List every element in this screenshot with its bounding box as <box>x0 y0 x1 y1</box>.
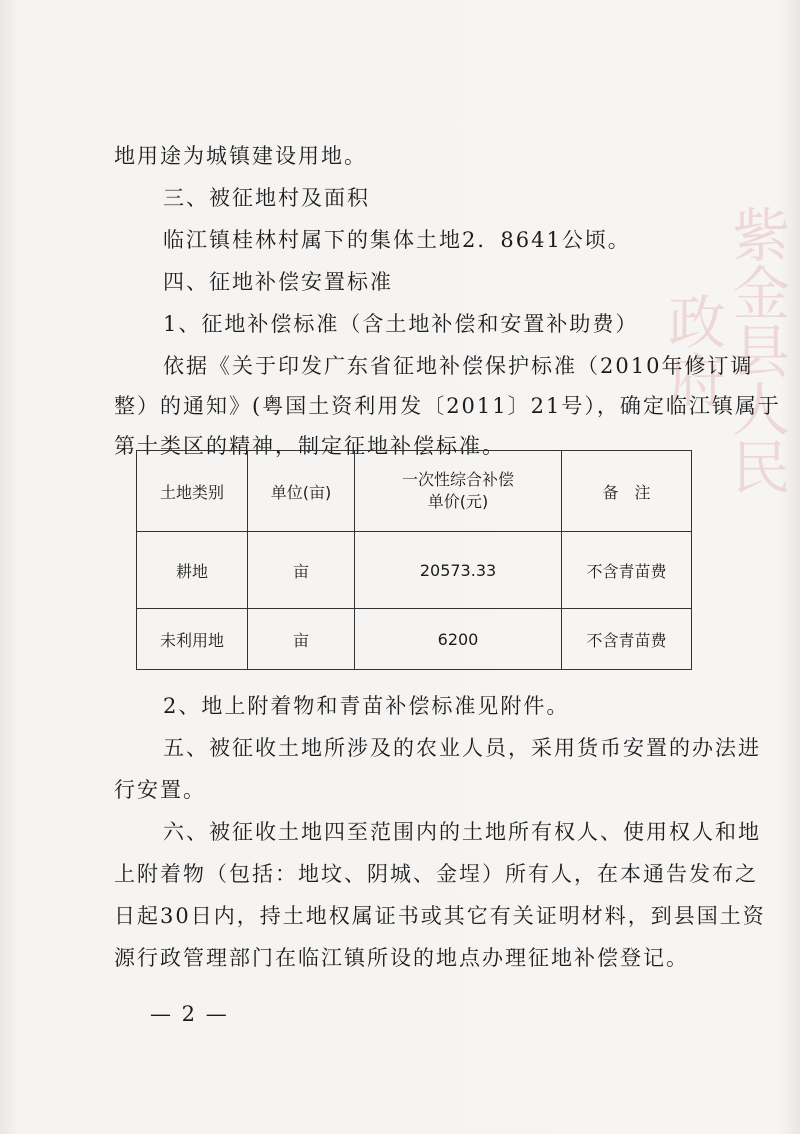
subheading-2: 2、地上附着物和青苗补偿标准见附件。 <box>163 694 570 718</box>
cell-land-type: 耕地 <box>137 532 248 609</box>
compensation-table <box>136 450 692 670</box>
text-line-area: 临江镇桂林村属下的集体土地2．8641公顷。 <box>163 228 631 252</box>
text-line-owners-3: 源行政管理部门在临江镇所设的地点办理征地补偿登记。 <box>114 946 689 970</box>
header-price-line-2: 单价(元) <box>427 492 489 511</box>
text-line-owners-1: 上附着物（包括：地坟、阴城、金埕）所有人，在本通告发布之 <box>114 862 758 886</box>
header-unit: 单位(亩) <box>248 451 355 532</box>
text-line-basis-1: 依据《关于印发广东省征地补偿保护标准（2010年修订调 <box>163 354 754 378</box>
cell-note: 不含青苗费 <box>562 532 692 609</box>
text-line-basis-2: 整）的通知》(粤国土资利用发〔2011〕21号），确定临江镇属于 <box>114 394 781 418</box>
cell-unit: 亩 <box>248 532 355 609</box>
text-line-basis-3: 第十类区的精神，制定征地补偿标准。 <box>114 434 505 458</box>
header-price <box>355 451 562 532</box>
header-price-line-1: 一次性综合补偿 <box>401 470 514 489</box>
section-heading-6: 六、被征收土地四至范围内的土地所有权人、使用权人和地 <box>163 820 761 844</box>
cell-note: 不含青苗费 <box>562 609 692 670</box>
table-row <box>137 532 692 609</box>
cell-price: 20573.33 <box>355 532 562 609</box>
text-line-owners-2: 日起30日内，持土地权属证书或其它有关证明材料，到县国土资 <box>114 904 766 928</box>
text-line-1: 地用途为城镇建设用地。 <box>114 144 367 168</box>
header-land-type: 土地类别 <box>137 451 248 532</box>
red-seal-watermark: 紫金县人民政府 <box>658 205 790 495</box>
cell-land-type: 未利用地 <box>137 609 248 670</box>
table-header-row <box>137 451 692 532</box>
cell-price: 6200 <box>355 609 562 670</box>
header-note: 备 注 <box>562 451 692 532</box>
section-heading-5: 五、被征收土地所涉及的农业人员，采用货币安置的办法进 <box>163 736 761 760</box>
page-number: — 2 — <box>150 1002 229 1026</box>
subheading-1: 1、征地补偿标准（含土地补偿和安置补助费） <box>163 312 639 336</box>
section-heading-3: 三、被征地村及面积 <box>163 186 370 210</box>
text-line-resettle: 行安置。 <box>114 778 206 802</box>
section-heading-4: 四、征地补偿安置标准 <box>163 270 393 294</box>
table-row <box>137 609 692 670</box>
cell-unit: 亩 <box>248 609 355 670</box>
